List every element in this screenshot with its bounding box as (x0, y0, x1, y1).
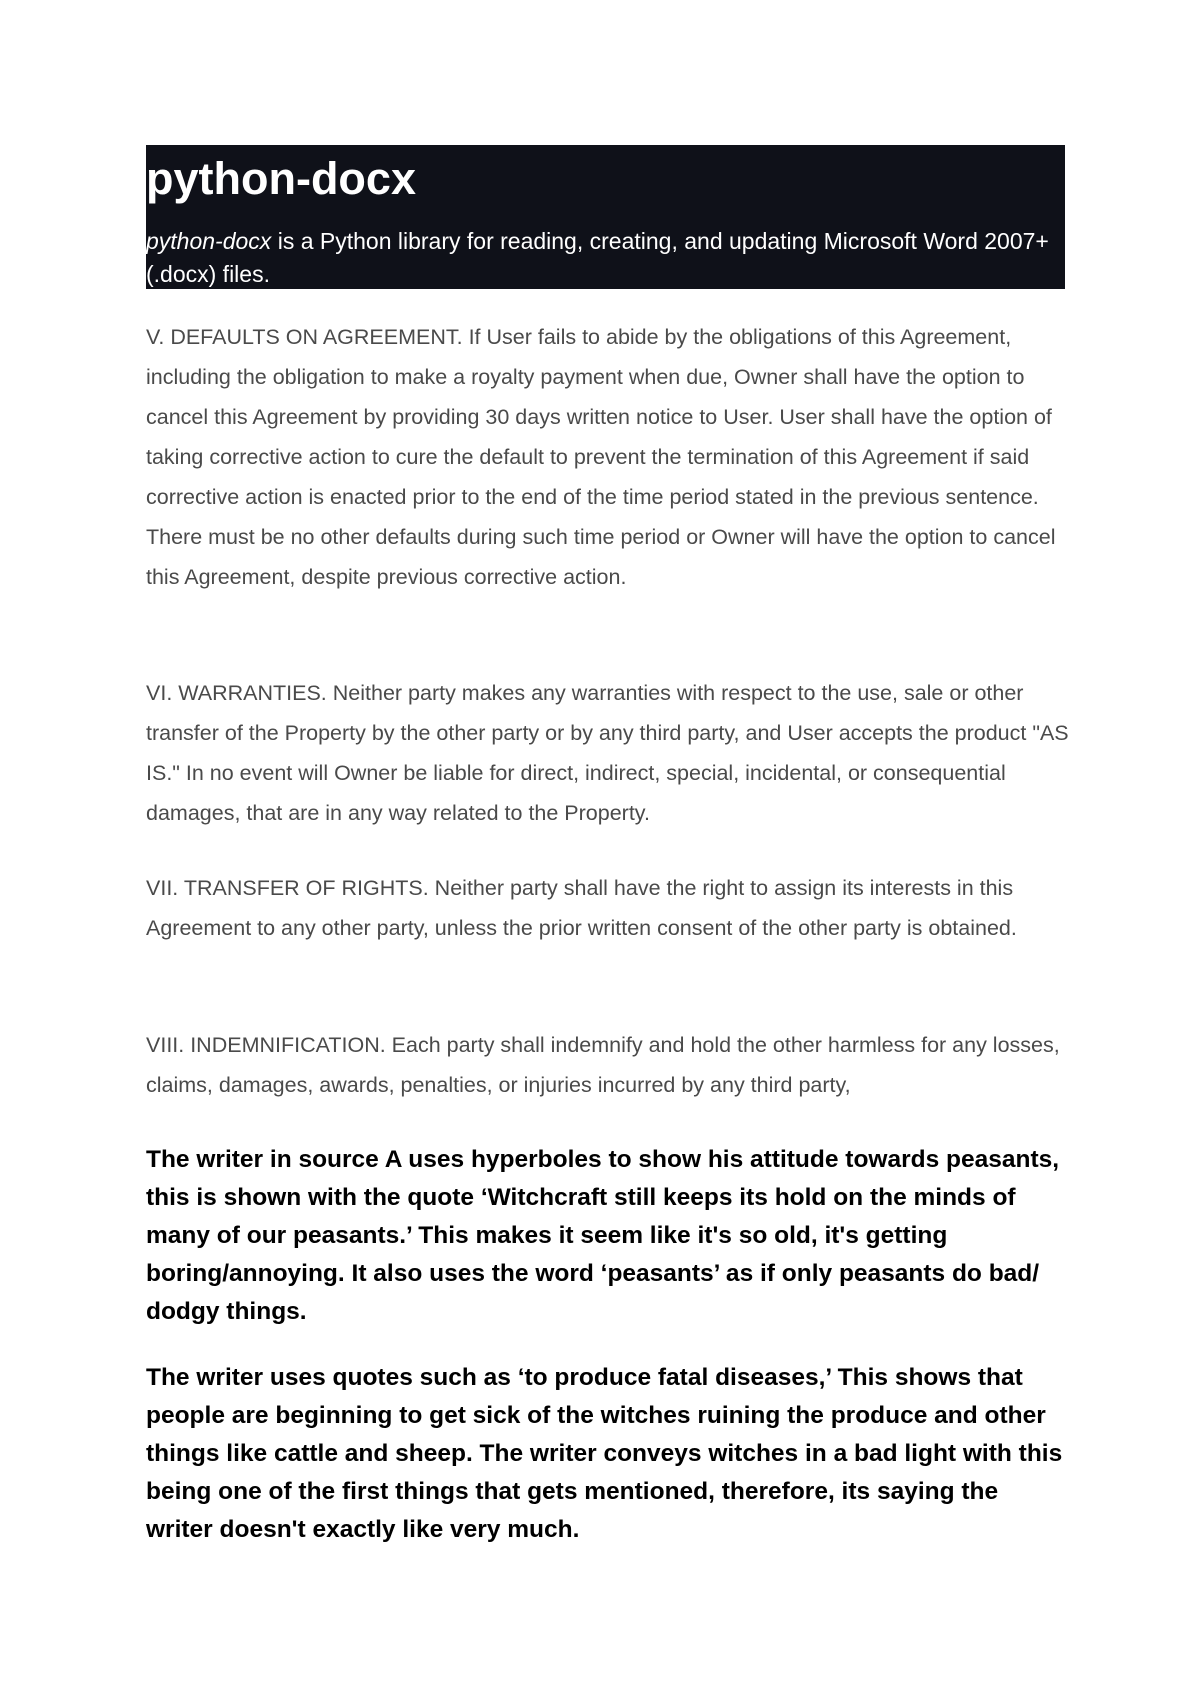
banner-description-emphasis: python-docx (146, 228, 272, 254)
banner-title: python-docx (146, 153, 416, 204)
clause-warranties: VI. WARRANTIES. Neither party makes any warranties with respect to the use, sale or other transfer of the Property by the other party or by any third party, and User accepts the product "AS IS." In no event will Owner be liable for direct, indirect, special, incidental, or consequential damages, that are in any way related to the Property. (146, 681, 1069, 825)
clause-transfer-of-rights: VII. TRANSFER OF RIGHTS. Neither party shall have the right to assign its interests in this Agreement to any other party, unless the prior written consent of the other party is obtained. (146, 876, 1017, 940)
banner-description (146, 225, 1051, 291)
library-banner (146, 145, 1065, 289)
clause-defaults-on-agreement: V. DEFAULTS ON AGREEMENT. If User fails to abide by the obligations of this Agreement, including the obligation to make a royalty payment when due, Owner shall have the option to cancel this Agreement by providing 30 days written notice to User. User shall have the option of taking corrective action to cure the default to prevent the termination of this Agreement if said corrective action is enacted prior to the end of the time period stated in the previous sentence. There must be no other defaults during such time period or Owner will have the option to cancel this Agreement, despite previous corrective action. (146, 325, 1056, 589)
essay-paragraph-1: The writer in source A uses hyperboles to show his attitude towards peasants, this is shown with the quote ‘Witchcraft still keeps its hold on the minds of many of our peasants.’ This makes it seem like it's so old, it's getting boring/annoying. It also uses the word ‘peasants’ as if only peasants do bad/ dodgy things. (146, 1146, 1060, 1325)
essay-paragraph-2: The writer uses quotes such as ‘to produce fatal diseases,’ This shows that people are beginning to get sick of the witches ruining the produce and other things like cattle and sheep. The writer conveys witches in a bad light with this being one of the first things that gets mentioned, therefore, its saying the writer doesn't exactly like very much. (146, 1364, 1063, 1543)
banner-description-text: is a Python library for reading, creating, and updating Microsoft Word 2007+ (.docx) files. (146, 228, 1049, 287)
clause-indemnification: VIII. INDEMNIFICATION. Each party shall indemnify and hold the other harmless for any losses, claims, damages, awards, penalties, or injuries incurred by any third party, (146, 1033, 1060, 1097)
